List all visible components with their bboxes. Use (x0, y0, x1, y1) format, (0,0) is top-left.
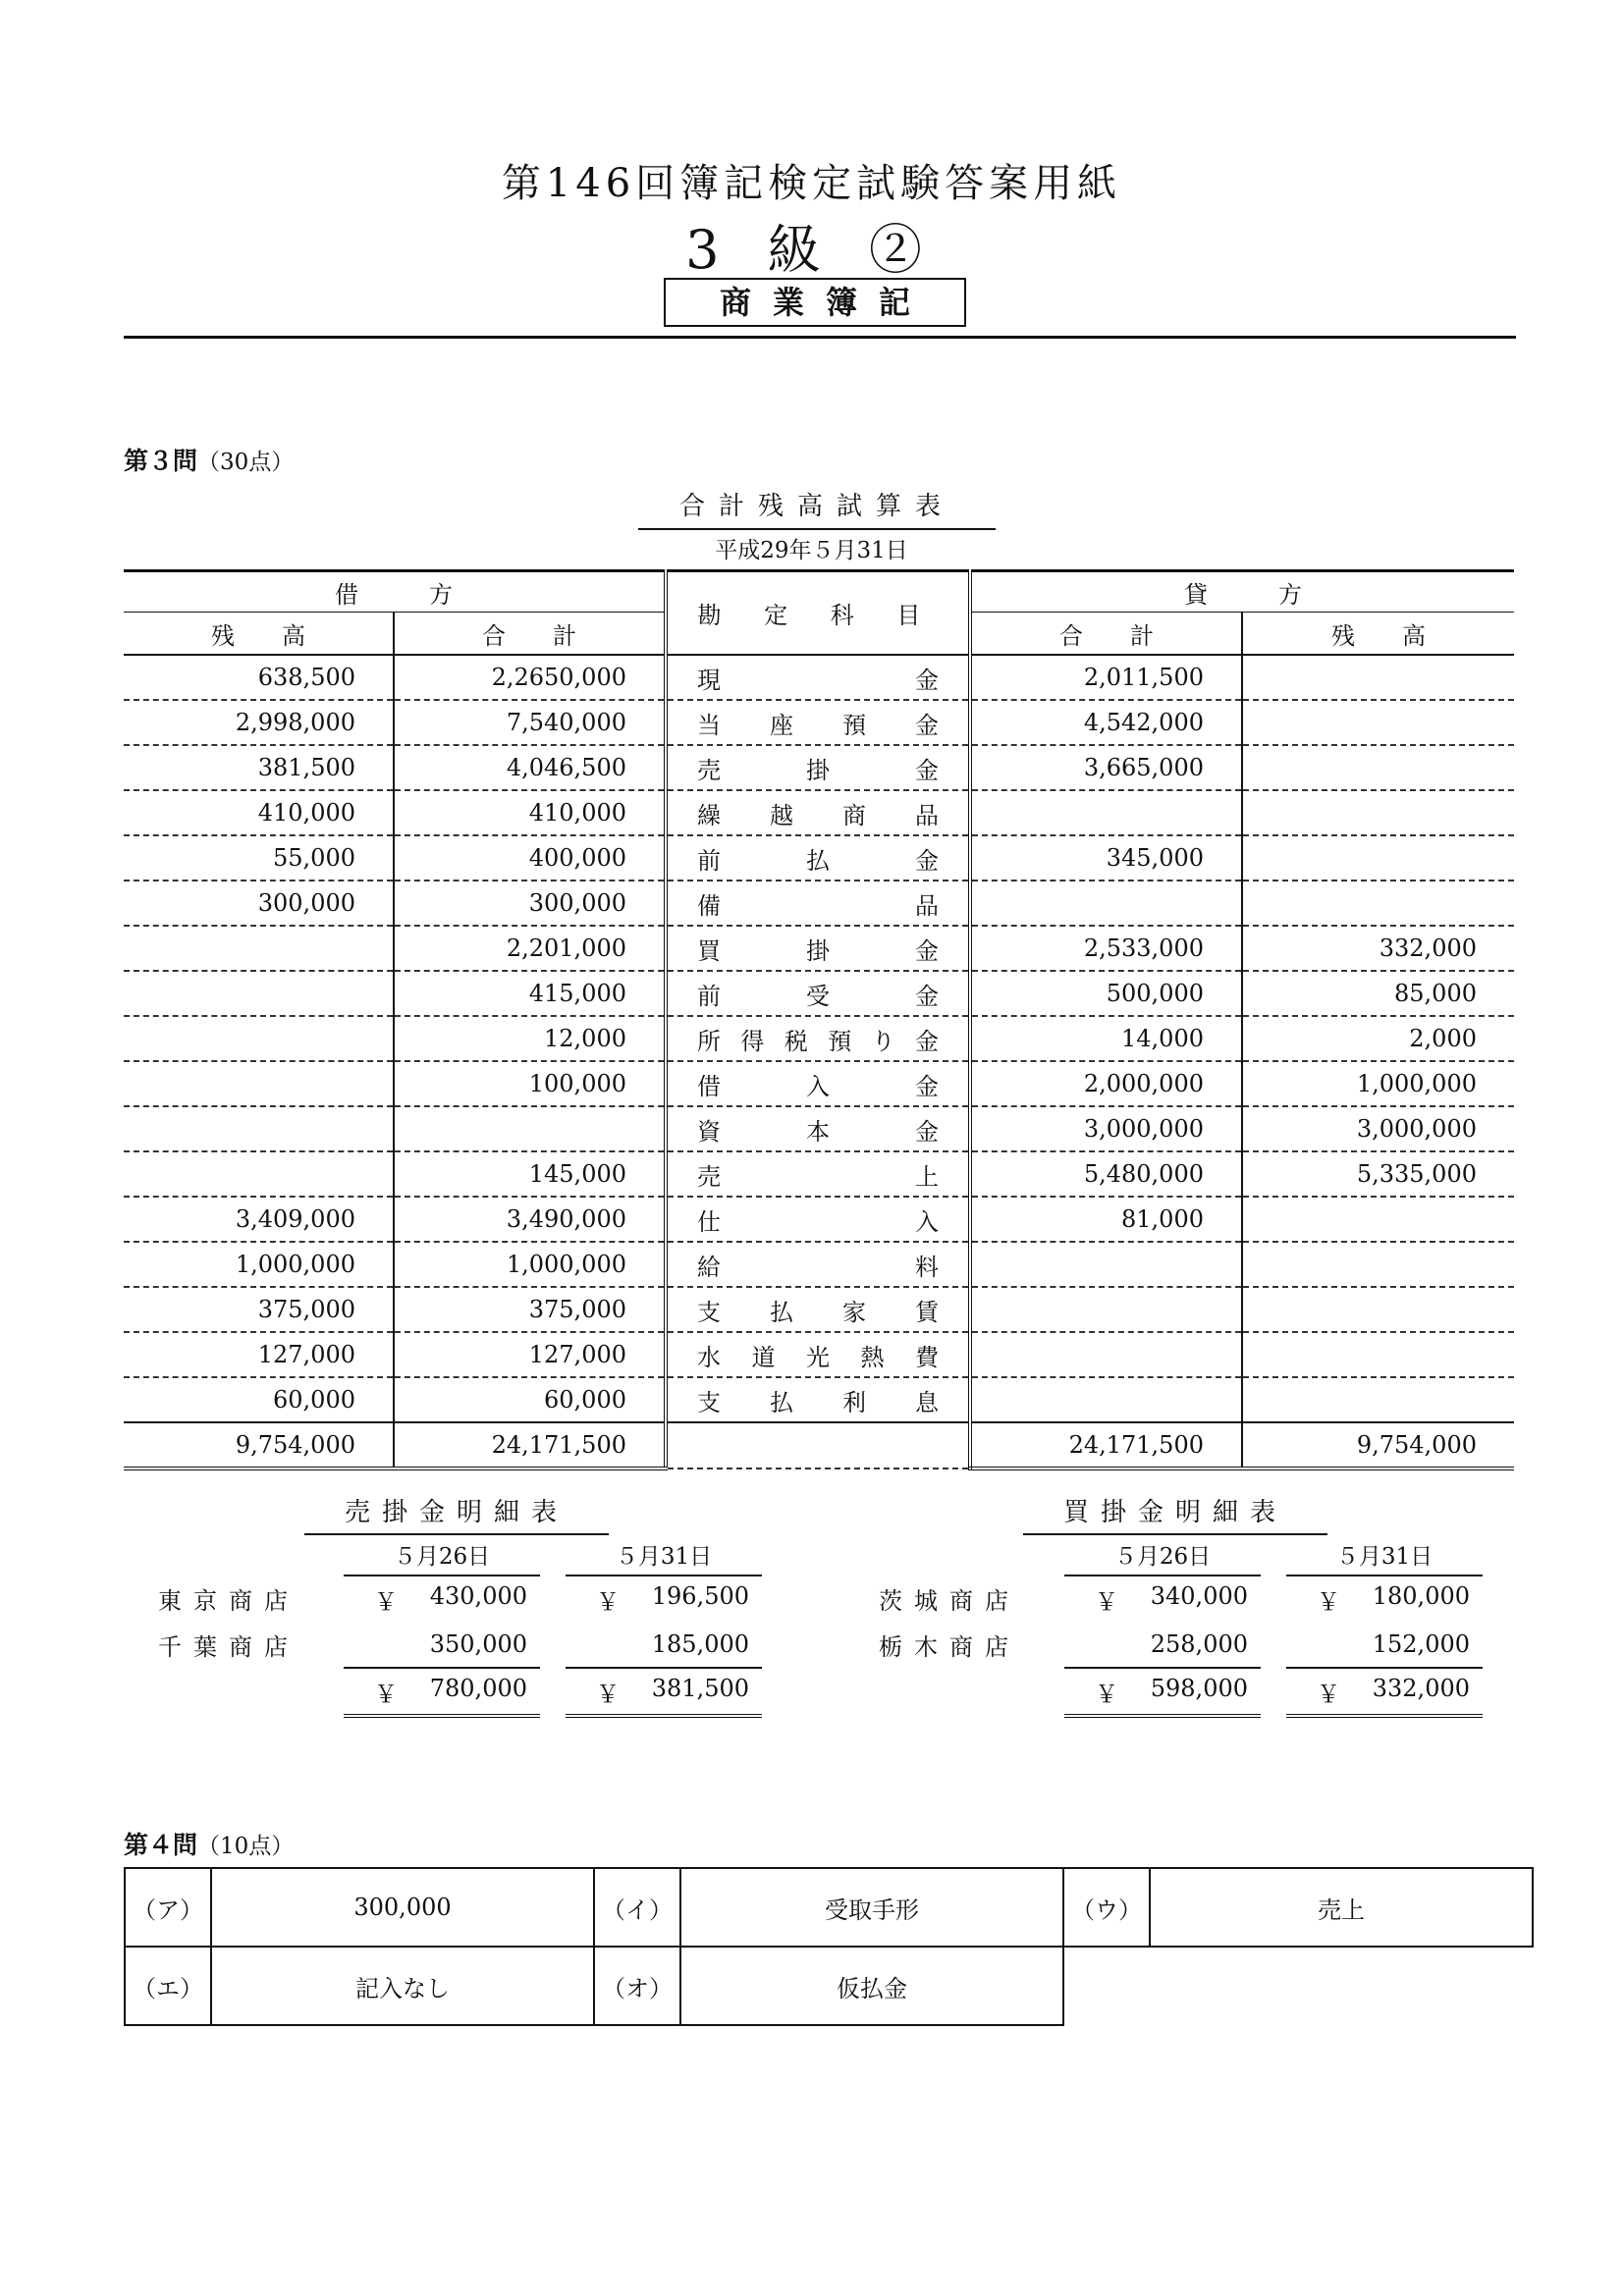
debit-total-cell: 1,000,000 (394, 1242, 666, 1287)
account-char: 費 (915, 1343, 939, 1371)
yen-sign: ￥ (596, 1680, 620, 1708)
yen-sign: ￥ (1095, 1680, 1118, 1708)
payables-total-v1: 598,000 (1150, 1674, 1248, 1702)
trial-balance-row (124, 1377, 1514, 1422)
debit-total-cell: 2,2650,000 (394, 655, 666, 700)
debit-balance-header: 残 高 (124, 613, 394, 656)
answer-e-label: （エ） (125, 1947, 211, 2025)
credit-total-cell (970, 1242, 1242, 1287)
receivables-col1-header: ５月26日 (344, 1533, 540, 1575)
credit-balance-cell (1242, 700, 1514, 745)
account-char: 買 (697, 936, 721, 965)
amount-value: 152,000 (1372, 1630, 1470, 1658)
account-char: 受 (806, 982, 830, 1010)
trial-balance-row (124, 926, 1514, 971)
debit-balance-cell: 300,000 (124, 881, 394, 926)
account-char: 売 (697, 756, 721, 784)
credit-balance-cell (1242, 835, 1514, 881)
receivables-total-col1 (344, 1668, 540, 1716)
debit-total-header: 合 計 (394, 613, 666, 656)
account-char: 品 (915, 801, 939, 829)
account-char: 前 (697, 982, 721, 1010)
account-char: 掛 (806, 756, 830, 784)
receivables-col2-header: ５月31日 (566, 1533, 762, 1575)
debit-total-cell: 127,000 (394, 1332, 666, 1377)
account-char: 預 (828, 1027, 852, 1055)
trial-balance-row (124, 1242, 1514, 1287)
account-char: 越 (770, 801, 793, 829)
amount-cell (1064, 1575, 1261, 1622)
amount-cell (1286, 1622, 1483, 1668)
header-rule (124, 336, 1516, 339)
receivables-row (157, 1622, 762, 1668)
credit-total-cell: 81,000 (970, 1197, 1242, 1242)
credit-balance-cell (1242, 1377, 1514, 1422)
receivables-name-header (157, 1533, 344, 1575)
shop-name: 栃木商店 (879, 1633, 1020, 1661)
credit-total-cell: 3,000,000 (970, 1106, 1242, 1151)
account-name-cell (666, 1242, 970, 1287)
yen-sign: ￥ (374, 1680, 398, 1708)
account-char: 金 (915, 982, 939, 1010)
credit-balance-cell: 5,335,000 (1242, 1151, 1514, 1197)
credit-total-cell (970, 1332, 1242, 1377)
account-char: 当 (697, 711, 721, 739)
credit-balance-cell (1242, 1287, 1514, 1332)
debit-balance-cell (124, 926, 394, 971)
payables-total-col1 (1064, 1668, 1261, 1716)
grade-heading: 3 級 ② (685, 219, 938, 281)
receivables-gap (540, 1533, 566, 1575)
answer-i-label: （イ） (594, 1868, 680, 1947)
account-char: 金 (915, 666, 939, 694)
receivables-total-v2: 381,500 (651, 1674, 749, 1702)
question-3-points: （30点） (197, 450, 295, 475)
credit-balance-cell: 332,000 (1242, 926, 1514, 971)
question-4-row-1 (125, 1868, 1533, 1947)
debit-total-cell: 3,490,000 (394, 1197, 666, 1242)
payables-gap (1261, 1533, 1286, 1575)
yen-sign: ￥ (1095, 1587, 1118, 1616)
amount-value: 180,000 (1372, 1581, 1470, 1610)
account-name-cell (666, 971, 970, 1016)
account-char: 前 (697, 846, 721, 875)
trial-balance-row (124, 835, 1514, 881)
trial-balance-row (124, 700, 1514, 745)
credit-total-cell (970, 790, 1242, 835)
trial-balance-title: 合計残高試算表 (638, 486, 996, 530)
account-name-cell (666, 881, 970, 926)
trial-balance-row (124, 1287, 1514, 1332)
debit-balance-cell: 410,000 (124, 790, 394, 835)
credit-total-cell: 2,011,500 (970, 655, 1242, 700)
answer-o-label: （オ） (594, 1947, 680, 2025)
credit-balance-cell (1242, 790, 1514, 835)
credit-balance-cell (1242, 655, 1514, 700)
account-char: 商 (842, 801, 866, 829)
payables-table (878, 1533, 1483, 1718)
credit-total-cell: 2,000,000 (970, 1061, 1242, 1106)
trial-balance-row (124, 971, 1514, 1016)
amount-cell (344, 1622, 540, 1668)
account-name-cell (666, 745, 970, 790)
shop-name: 千葉商店 (158, 1633, 299, 1661)
credit-balance-cell (1242, 881, 1514, 926)
account-char: 資 (697, 1117, 721, 1146)
account-name-cell (666, 1061, 970, 1106)
account-char: 繰 (697, 801, 721, 829)
trial-balance-row (124, 1151, 1514, 1197)
debit-total-cell: 145,000 (394, 1151, 666, 1197)
receivables-total-row (157, 1668, 762, 1716)
trial-balance-row (124, 745, 1514, 790)
debit-total-cell (394, 1106, 666, 1151)
trial-balance-row (124, 1016, 1514, 1061)
credit-total-cell: 345,000 (970, 835, 1242, 881)
debit-total-cell: 400,000 (394, 835, 666, 881)
account-char: 金 (915, 756, 939, 784)
credit-balance-cell: 2,000 (1242, 1016, 1514, 1061)
answer-u-label: （ウ） (1063, 1868, 1150, 1947)
trial-balance-row (124, 1197, 1514, 1242)
question-4-row-2 (125, 1947, 1533, 2025)
account-char: 水 (697, 1343, 721, 1371)
account-name-cell (666, 1016, 970, 1061)
payables-col2-header: ５月31日 (1286, 1533, 1483, 1575)
receivables-total-label (157, 1668, 344, 1716)
trial-balance-row (124, 655, 1514, 700)
debit-balance-cell: 55,000 (124, 835, 394, 881)
debit-balance-cell: 2,998,000 (124, 700, 394, 745)
total-debit-total: 24,171,500 (394, 1422, 666, 1468)
debit-balance-cell: 127,000 (124, 1332, 394, 1377)
yen-sign: ￥ (1317, 1587, 1340, 1616)
account-char: 息 (915, 1388, 939, 1416)
account-name-cell (666, 1332, 970, 1377)
trial-balance-date: 平成29年５月31日 (715, 538, 908, 563)
question-3-number: 第３問 (124, 447, 198, 475)
account-name-cell (666, 790, 970, 835)
account-char: 税 (784, 1027, 808, 1055)
amount-cell (1286, 1575, 1483, 1622)
debit-balance-cell: 375,000 (124, 1287, 394, 1332)
payables-row (878, 1575, 1483, 1622)
credit-header: 貸 方 (970, 571, 1514, 613)
debit-balance-cell (124, 1151, 394, 1197)
payables-total-v2: 332,000 (1372, 1674, 1470, 1702)
credit-balance-cell: 1,000,000 (1242, 1061, 1514, 1106)
shop-name: 東京商店 (158, 1587, 299, 1615)
account-char: 入 (806, 1072, 830, 1100)
account-char: 上 (915, 1162, 939, 1191)
debit-balance-cell: 3,409,000 (124, 1197, 394, 1242)
debit-balance-cell: 381,500 (124, 745, 394, 790)
account-char: 払 (770, 1298, 793, 1326)
answer-empty-cell (1063, 1947, 1533, 2025)
debit-balance-cell (124, 1061, 394, 1106)
account-name-cell (666, 655, 970, 700)
account-char: 熱 (860, 1343, 885, 1371)
debit-total-cell: 2,201,000 (394, 926, 666, 971)
credit-balance-cell (1242, 745, 1514, 790)
trial-balance-total-row (124, 1422, 1514, 1468)
answer-i-value: 受取手形 (680, 1868, 1063, 1947)
document-title: 第146回簿記検定試験答案用紙 (501, 161, 1122, 206)
credit-balance-cell (1242, 1332, 1514, 1377)
account-name-cell (666, 1197, 970, 1242)
total-account-blank (666, 1422, 970, 1468)
yen-sign: ￥ (1317, 1680, 1340, 1708)
trial-balance-row (124, 1332, 1514, 1377)
shop-name: 茨城商店 (879, 1587, 1020, 1615)
payables-title: 買掛金明細表 (1023, 1492, 1327, 1535)
trial-balance-row (124, 1106, 1514, 1151)
account-char: 売 (697, 1162, 721, 1191)
total-credit-total: 24,171,500 (970, 1422, 1242, 1468)
credit-total-header: 合 計 (970, 613, 1242, 656)
debit-header: 借 方 (124, 571, 666, 613)
trial-balance-row (124, 790, 1514, 835)
amount-value: 258,000 (1150, 1630, 1248, 1658)
account-char: 給 (697, 1253, 721, 1281)
payables-total-row (878, 1668, 1483, 1716)
answer-e-value: 記入なし (211, 1947, 594, 2025)
debit-total-cell: 60,000 (394, 1377, 666, 1422)
credit-balance-cell (1242, 1242, 1514, 1287)
receivables-table (157, 1533, 762, 1718)
total-debit-balance: 9,754,000 (124, 1422, 394, 1468)
account-header: 勘 定 科 目 (666, 571, 970, 656)
credit-total-cell: 500,000 (970, 971, 1242, 1016)
debit-balance-cell: 1,000,000 (124, 1242, 394, 1287)
credit-total-cell: 3,665,000 (970, 745, 1242, 790)
account-char: 備 (697, 891, 721, 920)
account-char: 賃 (915, 1298, 939, 1326)
question-4-points: （10点） (197, 1834, 295, 1859)
trial-balance-body (124, 655, 1514, 1422)
account-char: 払 (770, 1388, 793, 1416)
debit-total-cell: 12,000 (394, 1016, 666, 1061)
question-3-label (124, 442, 294, 477)
total-credit-balance: 9,754,000 (1242, 1422, 1514, 1468)
credit-balance-cell (1242, 1197, 1514, 1242)
credit-total-cell (970, 881, 1242, 926)
amount-value: 185,000 (651, 1630, 749, 1658)
account-name-cell (666, 700, 970, 745)
question-4-label (124, 1826, 294, 1861)
debit-total-cell: 415,000 (394, 971, 666, 1016)
receivables-row (157, 1575, 762, 1622)
debit-total-cell: 7,540,000 (394, 700, 666, 745)
credit-total-cell: 14,000 (970, 1016, 1242, 1061)
credit-balance-cell: 85,000 (1242, 971, 1514, 1016)
credit-total-cell: 2,533,000 (970, 926, 1242, 971)
question-4-answer-table (124, 1867, 1534, 2026)
trial-balance-row (124, 881, 1514, 926)
amount-value: 196,500 (651, 1581, 749, 1610)
payables-col1-header: ５月26日 (1064, 1533, 1261, 1575)
account-char: 金 (915, 846, 939, 875)
amount-cell (566, 1575, 762, 1622)
payables-total-col2 (1286, 1668, 1483, 1716)
debit-total-cell: 300,000 (394, 881, 666, 926)
payables-total-label (878, 1668, 1064, 1716)
account-char: 入 (915, 1207, 939, 1236)
debit-balance-cell (124, 1106, 394, 1151)
amount-value: 340,000 (1150, 1581, 1248, 1610)
amount-value: 430,000 (429, 1581, 527, 1610)
answer-a-label: （ア） (125, 1868, 211, 1947)
credit-total-cell (970, 1287, 1242, 1332)
account-char: 金 (915, 1117, 939, 1146)
payables-row (878, 1622, 1483, 1668)
debit-total-cell: 410,000 (394, 790, 666, 835)
account-char: り (871, 1027, 895, 1055)
account-char: 金 (914, 1027, 939, 1055)
account-char: 品 (915, 891, 939, 920)
trial-balance-row (124, 1061, 1514, 1106)
amount-value: 350,000 (429, 1630, 527, 1658)
account-char: 支 (697, 1298, 721, 1326)
debit-total-cell: 4,046,500 (394, 745, 666, 790)
debit-balance-cell (124, 971, 394, 1016)
yen-sign: ￥ (374, 1587, 398, 1616)
amount-cell (1064, 1622, 1261, 1668)
subject-label: 商業簿記 (664, 278, 966, 327)
credit-total-cell: 5,480,000 (970, 1151, 1242, 1197)
debit-balance-cell: 60,000 (124, 1377, 394, 1422)
question-4-number: 第４問 (124, 1831, 198, 1859)
credit-balance-cell: 3,000,000 (1242, 1106, 1514, 1151)
yen-sign: ￥ (596, 1587, 620, 1616)
account-name-cell (666, 835, 970, 881)
account-char: 借 (697, 1072, 721, 1100)
receivables-total-col2 (566, 1668, 762, 1716)
answer-u-value: 売上 (1150, 1868, 1533, 1947)
account-char: 支 (697, 1388, 721, 1416)
account-char: 金 (915, 1072, 939, 1100)
account-char: 家 (842, 1298, 866, 1326)
account-char: 座 (770, 711, 793, 739)
account-name-cell (666, 1287, 970, 1332)
account-char: 利 (842, 1388, 866, 1416)
receivables-total-v1: 780,000 (429, 1674, 527, 1702)
account-char: 金 (915, 711, 939, 739)
account-char: 道 (751, 1343, 776, 1371)
account-name-cell (666, 926, 970, 971)
debit-balance-cell: 638,500 (124, 655, 394, 700)
account-char: 得 (740, 1027, 765, 1055)
account-char: 本 (806, 1117, 830, 1146)
debit-total-cell: 100,000 (394, 1061, 666, 1106)
credit-balance-header: 残 高 (1242, 613, 1514, 656)
account-char: 金 (915, 936, 939, 965)
account-char: 現 (697, 666, 721, 694)
amount-cell (344, 1575, 540, 1622)
answer-a-value: 300,000 (211, 1868, 594, 1947)
answer-o-value: 仮払金 (680, 1947, 1063, 2025)
debit-total-cell: 375,000 (394, 1287, 666, 1332)
credit-total-cell (970, 1377, 1242, 1422)
amount-cell (566, 1622, 762, 1668)
receivables-title: 売掛金明細表 (304, 1492, 609, 1535)
trial-balance-table (124, 569, 1514, 1470)
payables-name-header (878, 1533, 1064, 1575)
credit-total-cell: 4,542,000 (970, 700, 1242, 745)
account-char: 光 (806, 1343, 830, 1371)
debit-balance-cell (124, 1016, 394, 1061)
account-char: 預 (842, 711, 866, 739)
account-name-cell (666, 1377, 970, 1422)
account-char: 払 (806, 846, 830, 875)
account-char: 料 (915, 1253, 939, 1281)
account-char: 仕 (697, 1207, 721, 1236)
account-name-cell (666, 1106, 970, 1151)
account-char: 掛 (806, 936, 830, 965)
account-char: 所 (697, 1027, 721, 1055)
account-name-cell (666, 1151, 970, 1197)
